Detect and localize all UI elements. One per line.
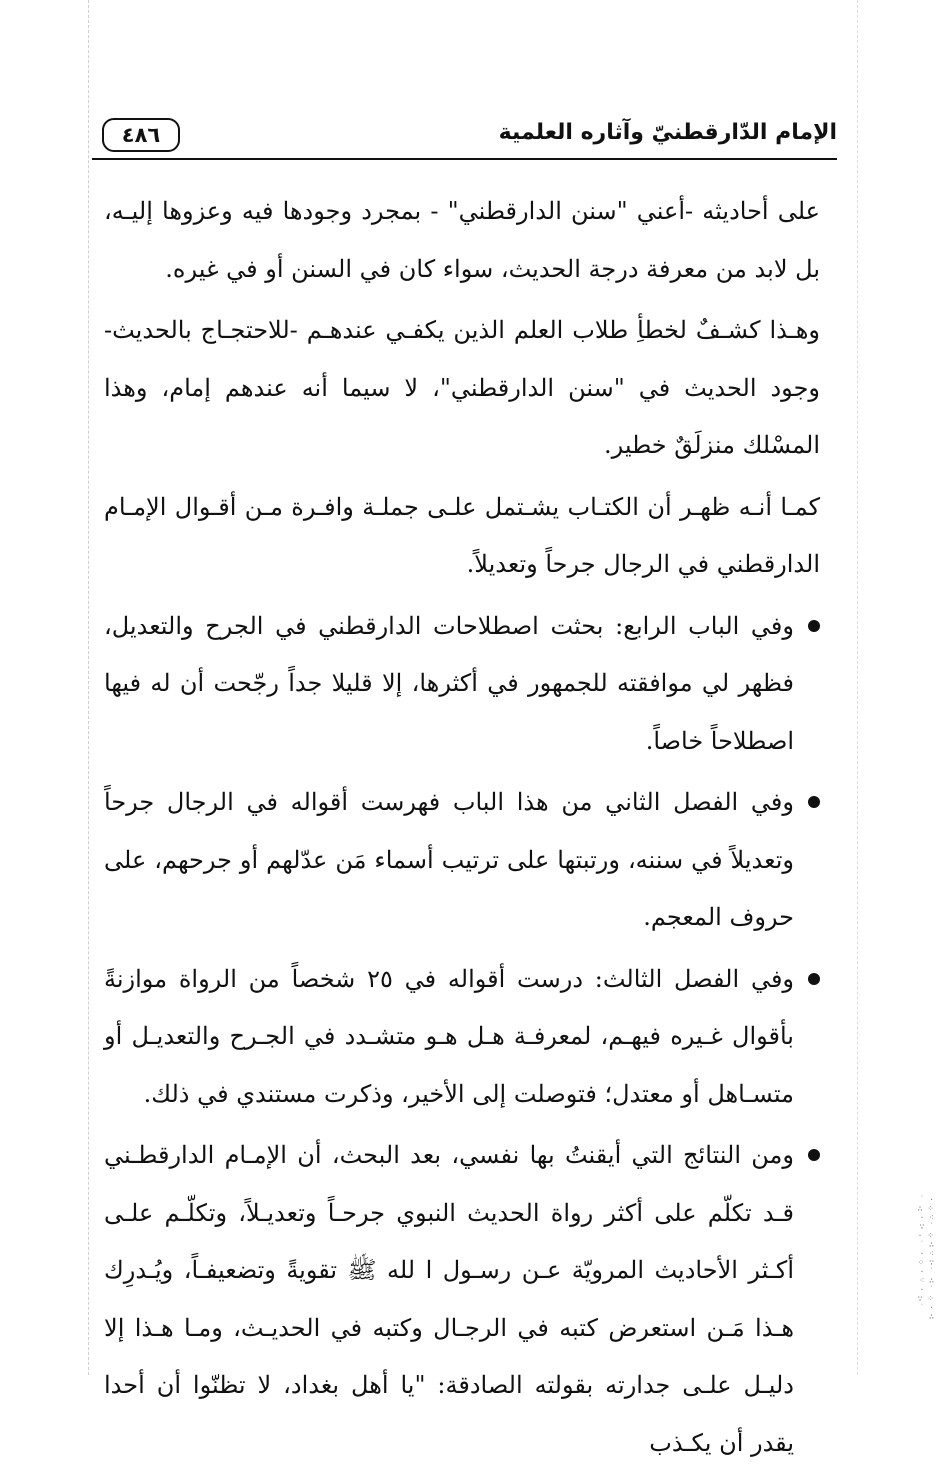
bullet-item	[104, 951, 820, 1124]
scan-guide-line	[857, 0, 858, 1375]
page-header	[92, 112, 837, 160]
bullet-item	[104, 598, 820, 771]
page-body	[104, 183, 820, 1472]
scan-margin-artifact: · ˙ ⁘ ∴ ⁖ · ˙ ∵ ⁘ · ∴ ˙ ⁖ · ∵ ⁘ ˙ · ∴ ⁖ ˙ · ⁘ ∵ · ˙ ∴	[917, 1195, 934, 1321]
bullet-dot-icon	[808, 796, 820, 808]
bullet-dot-icon	[808, 1149, 820, 1161]
running-title: الإمام الدّارقطنيّ وآثاره العلمية	[498, 120, 837, 145]
paragraph: وهـذا كشـفٌ لخطأِ طلاب العلم الذين يكفـي عندهـم -للاحتجـاج بالحديث- وجود الحديث في "سنن الدارقطني"، لا سيما أنه عندهم إمام، وهذا المسْلك منزلَقٌ خطير.	[104, 316, 820, 459]
bullet-text: وفي الفصل الثاني من هذا الباب فهرست أقواله في الرجال جرحاً وتعديلاً في سننه، ورتبتها على ترتيب أسماء مَن عدّلهم أو جرحهم، على حروف المعجم.	[104, 788, 794, 931]
bullet-item	[104, 774, 820, 947]
bullet-text: وفي الفصل الثالث: درست أقواله في ٢٥ شخصاً من الرواة موازنةً بأقوال غـيره فيهـم، لمعرفـة هـل هـو متشـدد في الجـرح والتعديـل أو متسـاهل أو معتدل؛ فتوصلت إلى الأخير، وذكرت مستندي في ذلك.	[104, 964, 795, 1108]
bullet-dot-icon	[808, 973, 820, 985]
bullet-text: وفي الباب الرابع: بحثت اصطلاحات الدارقطني في الجرح والتعديل، فظهر لي موافقته للجمهور في أكثرها، إلا قليلا جداً رجّحت أن له فيها اصطلاحاً خاصاً.	[104, 611, 794, 755]
paragraph: كمـا أنـه ظهـر أن الكتـاب يشـتمل علـى جملـة وافـرة مـن أقـوال الإمـام الدارقطني في الرجال جرحاً وتعديلاً.	[104, 492, 821, 578]
paragraph: على أحاديثه -أعني "سنن الدارقطني" - بمجرد وجودها فيه وعزوها إليـه، بل لابد من معرفة درجة الحديث، سواء كان في السنن أو في غيره.	[104, 197, 820, 283]
scan-guide-line	[88, 0, 89, 1375]
page-number: ٤٨٦	[102, 118, 180, 152]
bullet-text: ومن النتائج التي أيقنتُ بها نفسي، بعد البحث، أن الإمـام الدارقطـني قـد تكلّم على أكثر رواة الحديث النبوي جرحـاً وتعديـلاً، وتكلّـم علـى أكـثر الأحاديث المرويّة عـن رسـول ا لله ﷺ تقويةً وتضعيفـاً، ويُـدرِك هـذا مَـن استعرض كتبه في الرجـال وكتبه في الحديـث، ومـا هـذا إلا دليـل علـى جدارته بقولته الصادقة: "يا أهل بغداد، لا تظنّوا أن أحدا يقدر أن يكـذب	[104, 1141, 794, 1457]
bullet-dot-icon	[808, 620, 820, 632]
bullet-item	[104, 1127, 820, 1472]
header-rule	[92, 158, 837, 160]
